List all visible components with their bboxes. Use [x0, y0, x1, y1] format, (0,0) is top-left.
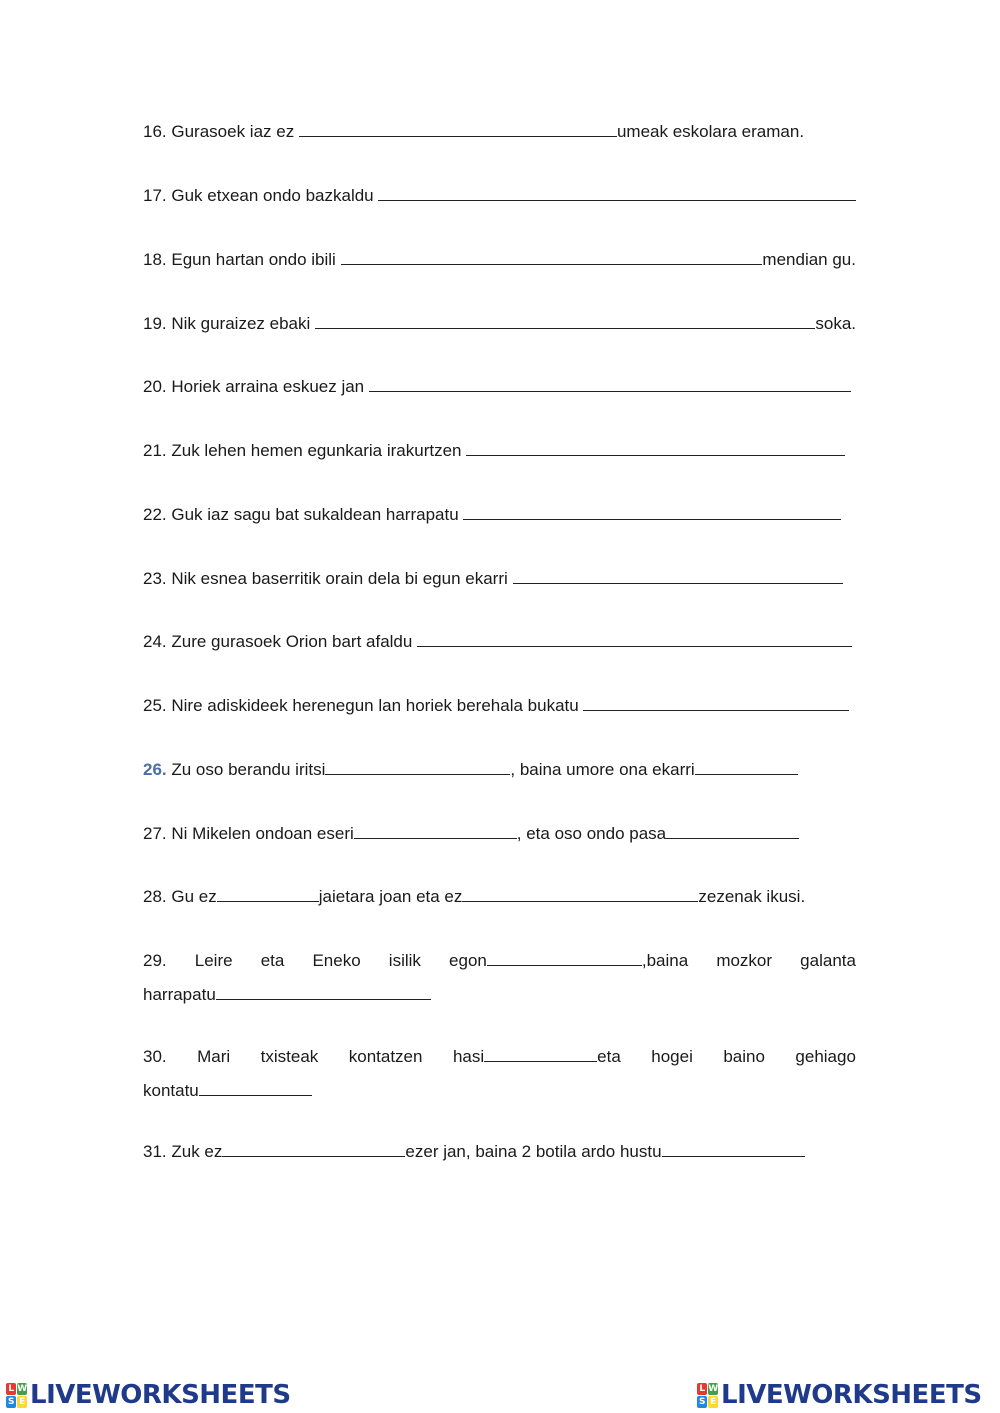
logo-text: LIVEWORKSHEETS	[30, 1380, 291, 1410]
sentence-number: 27.	[143, 824, 167, 843]
sentence-20	[143, 375, 851, 397]
sentence-17	[143, 184, 856, 206]
word: baino	[723, 1047, 765, 1066]
sentence-text: jaietara joan eta ez	[318, 887, 463, 906]
sentence-text: Zu oso berandu iritsi	[171, 760, 326, 779]
sentence-text: Guk iaz sagu bat sukaldean harrapatu	[171, 505, 459, 524]
word: txisteak	[260, 1047, 319, 1066]
word: gehiago	[795, 1047, 856, 1066]
sentence-number: 21.	[143, 441, 167, 460]
word: Leire	[194, 951, 233, 970]
sentence-16	[143, 120, 856, 142]
word: harrapatu	[143, 985, 216, 1004]
answer-blank-27a[interactable]	[354, 822, 517, 839]
word: Eneko	[312, 951, 361, 970]
word: galanta	[800, 951, 856, 970]
answer-blank-24[interactable]	[417, 630, 852, 647]
sentence-22	[143, 503, 841, 525]
sentence-text: Guk etxean ondo bazkaldu	[171, 186, 374, 205]
sentence-text: Horiek arraina eskuez jan	[171, 377, 365, 396]
answer-blank-29a[interactable]	[487, 949, 642, 966]
sentence-text: Zure gurasoek Orion bart afaldu	[171, 632, 413, 651]
word: Mari	[197, 1047, 231, 1066]
sentence-text: Nik esnea baserritik orain dela bi egun ekarri	[171, 569, 508, 588]
sentence-number: 18.	[143, 250, 167, 269]
answer-blank-31b[interactable]	[662, 1140, 805, 1157]
answer-blank-21[interactable]	[466, 439, 845, 456]
sentence-18	[143, 248, 856, 270]
sentence-text-end: mendian gu.	[762, 250, 856, 269]
word: egon	[449, 951, 487, 970]
sentence-29	[143, 949, 856, 1005]
word: hasi	[452, 1047, 485, 1066]
answer-blank-26b[interactable]	[695, 758, 798, 775]
sentence-text: Egun hartan ondo ibili	[171, 250, 336, 269]
sentence-31	[143, 1140, 805, 1162]
word: ,baina	[641, 951, 689, 970]
sentence-number: 25.	[143, 696, 167, 715]
answer-blank-18[interactable]	[341, 248, 763, 265]
sentence-text: Gurasoek iaz ez	[171, 122, 295, 141]
sentence-19	[143, 312, 856, 334]
liveworksheets-mark-icon: L W S E	[8, 1383, 27, 1407]
sentence-text: Nire adiskideek herenegun lan horiek berehala bukatu	[171, 696, 579, 715]
sentence-text: Zuk lehen hemen egunkaria irakurtzen	[171, 441, 462, 460]
sentence-number: 19.	[143, 314, 167, 333]
sentence-27	[143, 822, 799, 844]
sentence-text: Nik guraizez ebaki	[171, 314, 311, 333]
sentence-number: 28.	[143, 887, 167, 906]
answer-blank-20[interactable]	[369, 375, 851, 392]
sentence-number: 31.	[143, 1142, 167, 1161]
sentence-text-end: soka.	[815, 314, 856, 333]
sentence-number: 22.	[143, 505, 167, 524]
answer-blank-17[interactable]	[378, 184, 856, 201]
answer-blank-30b[interactable]	[199, 1079, 312, 1096]
word: hogei	[651, 1047, 693, 1066]
sentence-24	[143, 630, 852, 652]
sentence-26	[143, 758, 798, 780]
sentence-28	[143, 885, 805, 907]
sentence-number: 16.	[143, 122, 167, 141]
sentence-text-end: zezenak ikusi.	[698, 887, 806, 906]
sentence-number: 23.	[143, 569, 167, 588]
word: eta	[260, 951, 285, 970]
sentence-text: Ni Mikelen ondoan eseri	[171, 824, 354, 843]
word: kontatu	[143, 1081, 199, 1100]
word: isilik	[388, 951, 421, 970]
sentence-text: Gu ez	[171, 887, 217, 906]
sentence-text: ezer jan, baina 2 botila ardo hustu	[405, 1142, 662, 1161]
answer-blank-27b[interactable]	[666, 822, 799, 839]
sentence-number: 20.	[143, 377, 167, 396]
answer-blank-23[interactable]	[513, 567, 843, 584]
sentence-25	[143, 694, 849, 716]
word: mozkor	[716, 951, 773, 970]
answer-blank-25[interactable]	[583, 694, 849, 711]
answer-blank-31a[interactable]	[222, 1140, 405, 1157]
answer-blank-22[interactable]	[463, 503, 841, 520]
sentence-text-end: umeak eskolara eraman.	[616, 122, 805, 141]
logo-text: LIVEWORKSHEETS	[721, 1380, 982, 1410]
answer-blank-30a[interactable]	[484, 1045, 597, 1062]
sentence-number: 30.	[143, 1047, 167, 1066]
answer-blank-29b[interactable]	[216, 983, 431, 1000]
sentence-text: , baina umore ona ekarri	[510, 760, 695, 779]
sentence-text: Zuk ez	[171, 1142, 223, 1161]
answer-blank-28b[interactable]	[462, 885, 698, 902]
sentence-text: , eta oso ondo pasa	[516, 824, 667, 843]
sentence-23	[143, 567, 843, 589]
answer-blank-19[interactable]	[315, 312, 815, 329]
word: eta	[597, 1047, 621, 1066]
sentence-number: 17.	[143, 186, 167, 205]
liveworksheets-mark-icon: L W S E	[699, 1383, 718, 1407]
sentence-30	[143, 1045, 856, 1101]
liveworksheets-logo-right	[697, 1380, 982, 1410]
answer-blank-26a[interactable]	[325, 758, 510, 775]
answer-blank-16[interactable]	[299, 120, 617, 137]
sentence-number: 29.	[143, 951, 167, 970]
sentence-21	[143, 439, 845, 461]
liveworksheets-logo-left	[6, 1380, 291, 1410]
sentence-number: 26.	[143, 760, 167, 779]
sentence-number: 24.	[143, 632, 167, 651]
word: kontatzen	[348, 1047, 423, 1066]
answer-blank-28a[interactable]	[217, 885, 319, 902]
